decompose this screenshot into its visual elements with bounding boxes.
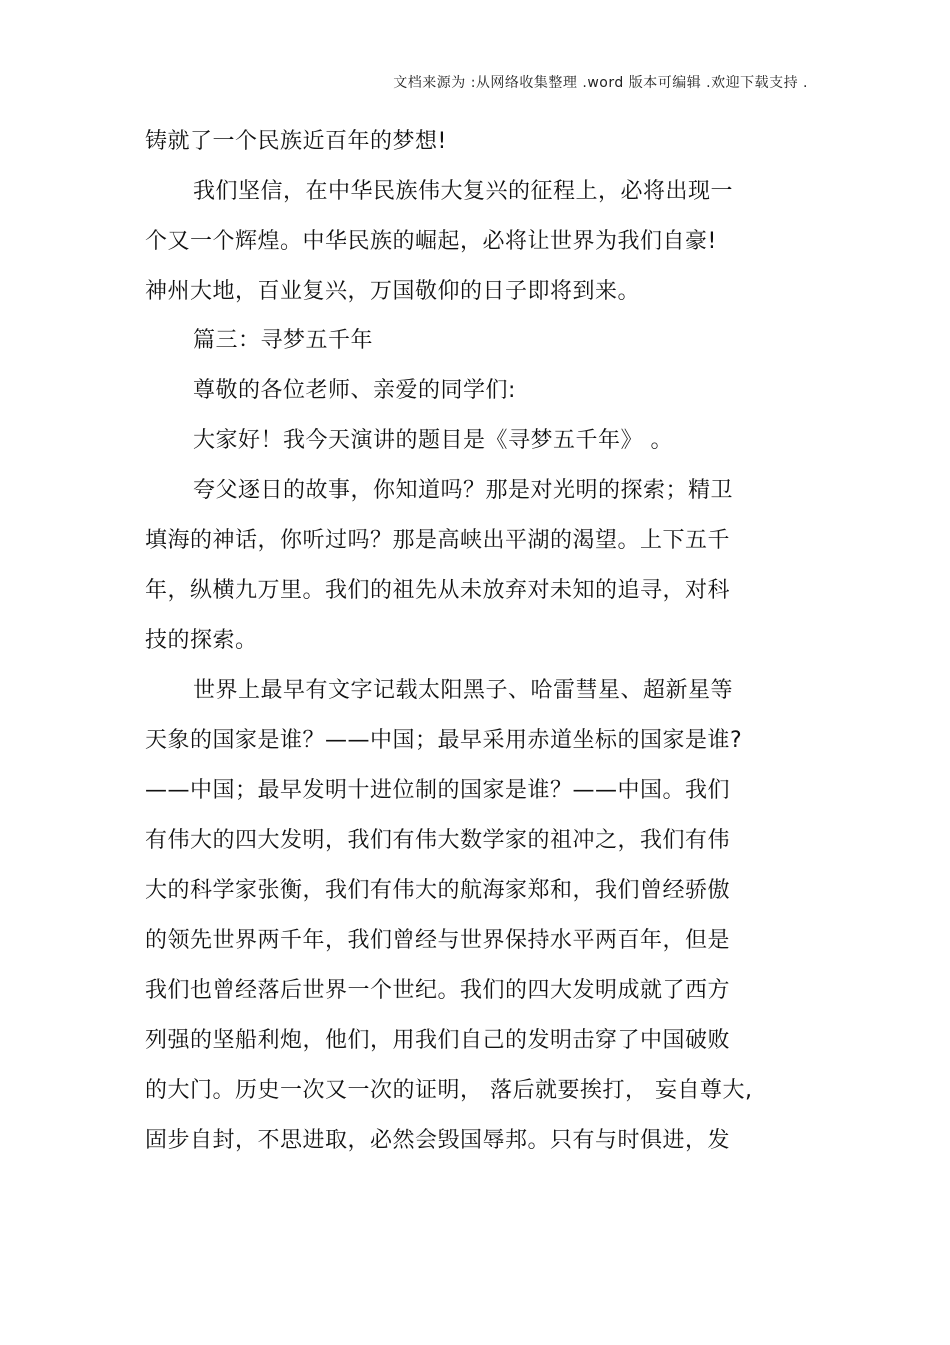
paragraph-line: 我们坚信，在中华民族伟大复兴的征程上，必将出现一 (193, 179, 734, 204)
paragraph-line: 的大门。历史一次又一次的证明， 落后就要挨打， 妄自尊大, (145, 1078, 753, 1103)
paragraph-line: 铸就了一个民族近百年的梦想! (145, 129, 447, 154)
paragraph-line: 神州大地，百业复兴，万国敬仰的日子即将到来。 (145, 279, 641, 304)
paragraph-line: 的领先世界两千年，我们曾经与世界保持水平两百年，但是 (145, 928, 731, 953)
paragraph-line: 夸父逐日的故事，你知道吗？那是对光明的探索；精卫 (193, 478, 734, 503)
paragraph-line: 世界上最早有文字记载太阳黑子、哈雷彗星、超新星等 (193, 678, 734, 703)
page-header: 文档来源为 :从网络收集整理 .word 版本可编辑 .欢迎下载支持 . (393, 75, 808, 91)
paragraph-line: 有伟大的四大发明，我们有伟大数学家的祖冲之，我们有伟 (145, 828, 731, 853)
paragraph-line: ——中国；最早发明十进位制的国家是谁？——中国。我们 (145, 778, 731, 803)
paragraph-line: 个又一个辉煌。中华民族的崛起，必将让世界为我们自豪! (145, 229, 717, 254)
section-heading: 篇三：寻梦五千年 (193, 328, 374, 353)
paragraph-line: 大家好！我今天演讲的题目是《寻梦五千年》 。 (193, 428, 673, 453)
paragraph-line: 技的探索。 (145, 628, 258, 653)
paragraph-line: 填海的神话，你听过吗？那是高峡出平湖的渴望。上下五千 (145, 528, 731, 553)
paragraph-line: 列强的坚船利炮，他们，用我们自己的发明击穿了中国破败 (145, 1028, 731, 1053)
paragraph-line: 年，纵横九万里。我们的祖先从未放弃对未知的追寻，对科 (145, 578, 731, 603)
salutation-line: 尊敬的各位老师、亲爱的同学们: (193, 378, 516, 403)
paragraph-line: 我们也曾经落后世界一个世纪。我们的四大发明成就了西方 (145, 978, 731, 1003)
paragraph-line: 固步自封，不思进取，必然会毁国辱邦。只有与时俱进，发 (145, 1128, 731, 1153)
paragraph-line: 大的科学家张衡，我们有伟大的航海家郑和，我们曾经骄傲 (145, 878, 731, 903)
paragraph-line: 天象的国家是谁？——中国；最早采用赤道坐标的国家是谁? (145, 728, 743, 753)
